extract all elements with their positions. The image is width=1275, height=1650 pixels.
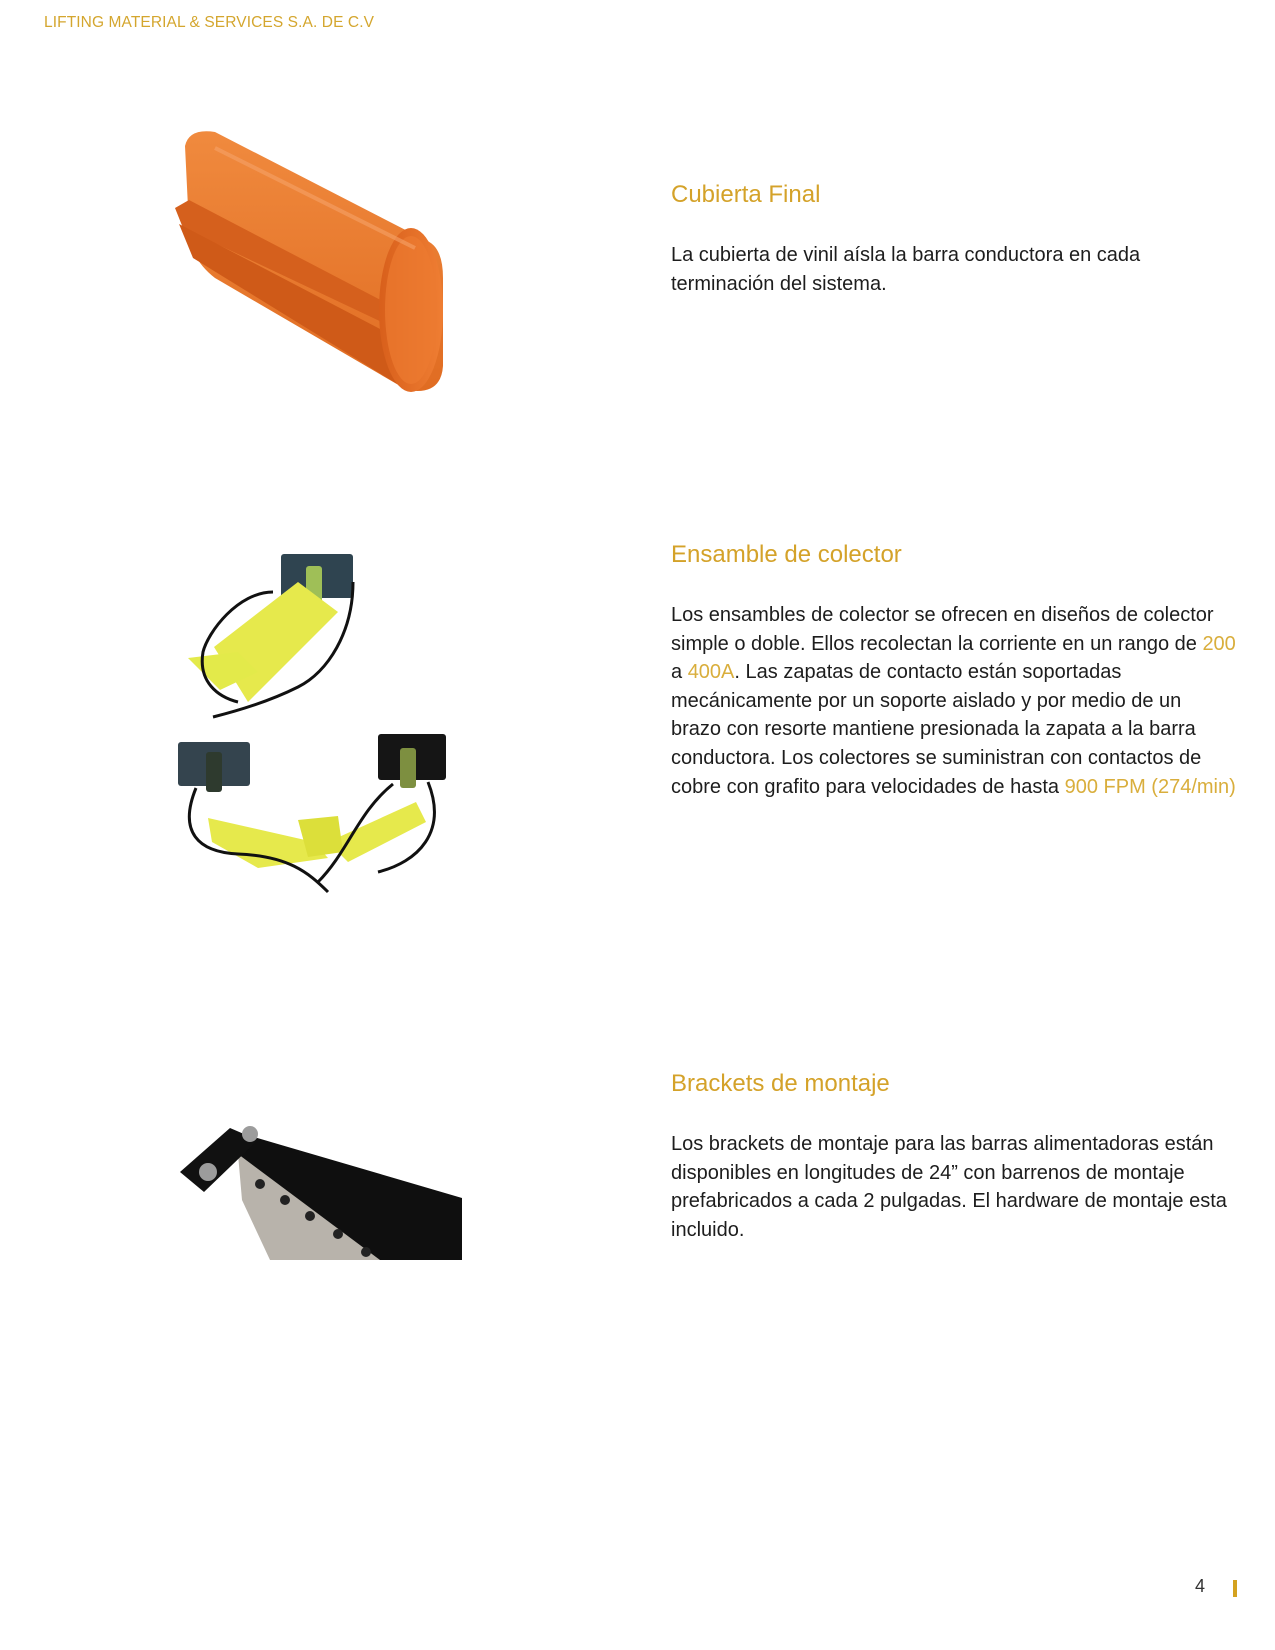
section-description: Los brackets de montaje para las barras alimentadoras están disponibles en longitudes de 24” con barrenos de montaje prefabricados a cada 2 pulgadas. El hardware de montaje esta incluido. <box>671 1133 1227 1241</box>
highlight-200: 200 <box>1202 632 1236 655</box>
company-header: LIFTING MATERIAL & SERVICES S.A. DE C.V <box>44 14 375 31</box>
page-number: 4 <box>1194 1576 1205 1596</box>
section-description <box>671 601 1236 801</box>
section-title: Brackets de montaje <box>671 1070 890 1097</box>
highlight-speed: 900 FPM (274/min) <box>1064 775 1236 798</box>
section-title: Ensamble de colector <box>671 541 902 568</box>
page-number-bar <box>1233 1580 1237 1597</box>
mounting-bracket-image <box>180 1110 462 1265</box>
text-run: a <box>671 661 688 684</box>
section-description: La cubierta de vinil aísla la barra conductora en cada terminación del sistema. <box>671 244 1141 295</box>
end-cover-image <box>175 128 465 413</box>
highlight-400a: 400A <box>687 661 735 684</box>
text-run: Los ensambles de colector se ofrecen en diseños de colector simple o doble. Ellos recolectan la corriente en un rango de <box>671 604 1214 655</box>
collector-image <box>178 552 468 902</box>
section-title: Cubierta Final <box>671 181 821 208</box>
text-run: . Las zapatas de contacto están soportadas mecánicamente por un soporte aislado y por medio de un brazo con resorte mantiene presionada la zapata a la barra conductora. Los colectores se suministran con contactos de cobre con grafito para velocidades de hasta <box>671 661 1202 798</box>
